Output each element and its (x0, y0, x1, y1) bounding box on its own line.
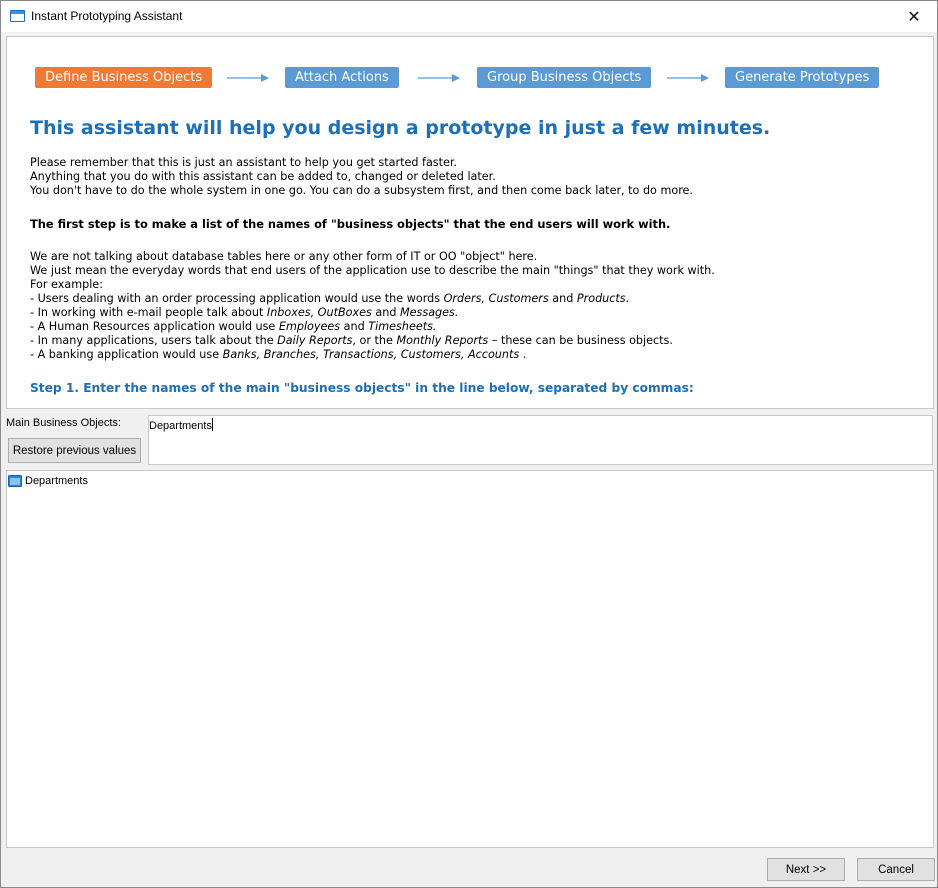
cancel-button[interactable]: Cancel (857, 858, 935, 881)
step-attach-actions: Attach Actions (285, 67, 399, 88)
intro-line: You don't have to do the whole system in one go. You can do a subsystem first, and then come back later, to do more. (30, 184, 693, 197)
close-button[interactable]: ✕ (907, 7, 921, 26)
example-line: - In working with e-mail people talk about Inboxes, OutBoxes and Messages. (30, 306, 459, 319)
explain-line: We just mean the everyday words that end users of the application use to describe the main "things" that they work with. (30, 264, 715, 277)
intro-line: Anything that you do with this assistant can be added to, changed or deleted later. (30, 170, 496, 183)
explain-line: We are not talking about database tables here or any other form of IT or OO "object" here. (30, 250, 538, 263)
arrow-right-icon (667, 73, 709, 83)
info-panel (6, 36, 934, 409)
first-step-heading: The first step is to make a list of the names of "business objects" that the end users will work with. (30, 217, 671, 231)
intro-line: Please remember that this is just an assistant to help you get started faster. (30, 156, 458, 169)
title-bar (1, 1, 937, 32)
arrow-right-icon (227, 73, 269, 83)
business-objects-tree[interactable] (6, 470, 934, 848)
business-objects-input[interactable] (148, 415, 933, 465)
app-window-icon (10, 10, 25, 22)
arrow-right-icon (418, 73, 460, 83)
folder-icon (8, 474, 22, 487)
restore-previous-values-button[interactable]: Restore previous values (8, 438, 141, 463)
example-line: - A Human Resources application would use Employees and Timesheets. (30, 320, 437, 333)
step1-instruction: Step 1. Enter the names of the main "business objects" in the line below, separated by commas: (30, 381, 694, 395)
step-generate-prototypes: Generate Prototypes (725, 67, 879, 88)
intro-text (30, 156, 693, 198)
text-caret (212, 418, 213, 431)
main-business-objects-label: Main Business Objects: (6, 417, 121, 429)
window-title: Instant Prototyping Assistant (31, 9, 183, 23)
tree-item-departments[interactable] (8, 474, 88, 487)
step-group-business-objects: Group Business Objects (477, 67, 651, 88)
tree-item-label: Departments (25, 474, 88, 487)
explanation-text (30, 250, 715, 362)
example-line: - Users dealing with an order processing application would use the words Orders, Customers and Products. (30, 292, 630, 305)
example-line: - In many applications, users talk about the Daily Reports, or the Monthly Reports – these can be business objects. (30, 334, 673, 347)
explain-line: For example: (30, 278, 103, 291)
step-define-business-objects: Define Business Objects (35, 67, 212, 88)
example-line: - A banking application would use Banks, Branches, Transactions, Customers, Accounts . (30, 348, 527, 361)
business-objects-value: Departments (149, 420, 212, 432)
next-button[interactable]: Next >> (767, 858, 845, 881)
headline: This assistant will help you design a prototype in just a few minutes. (30, 117, 771, 139)
